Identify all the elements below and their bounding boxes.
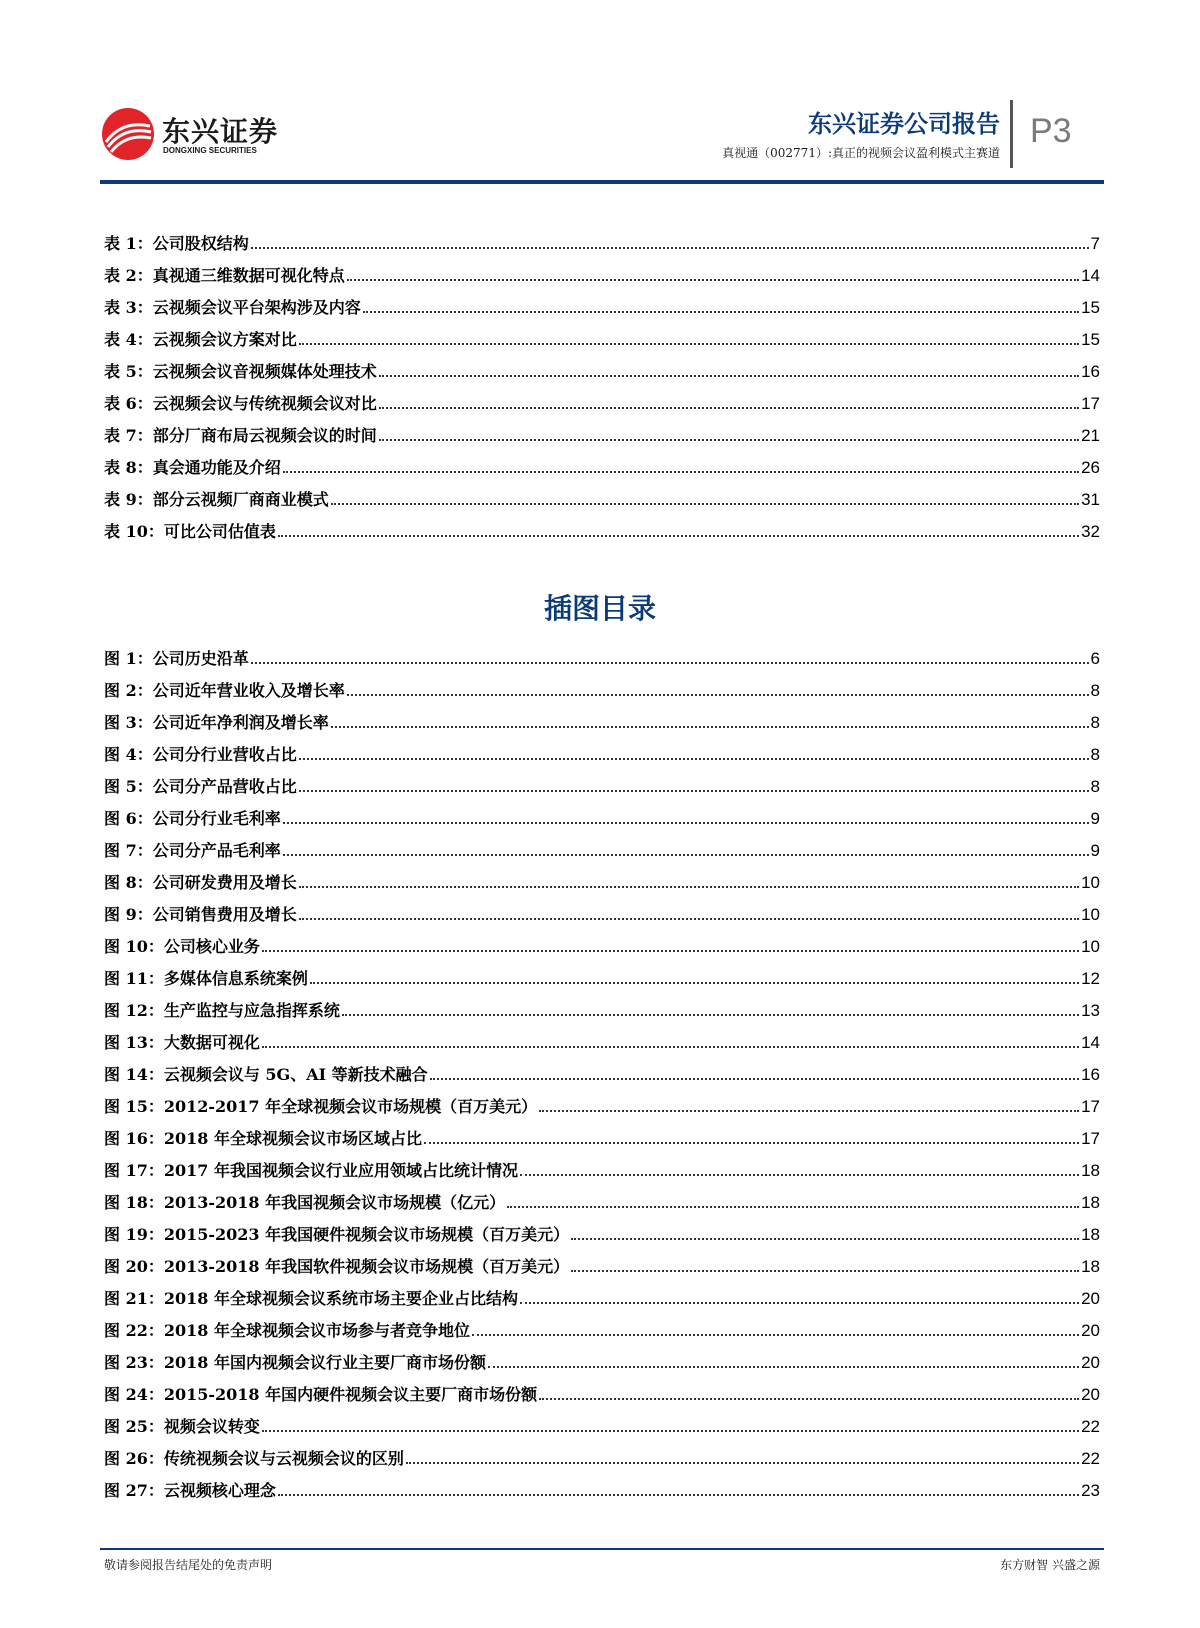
dot-leader (278, 535, 1079, 537)
figure-toc-entry[interactable] (104, 1405, 1100, 1437)
dot-leader (251, 662, 1089, 664)
figure-toc-entry-page: 18 (1081, 1225, 1100, 1244)
figure-toc-entry-page: 9 (1090, 809, 1100, 828)
figure-toc-entry[interactable] (104, 1213, 1100, 1245)
figure-toc-entry[interactable] (104, 1021, 1100, 1053)
figure-toc-entry-page: 20 (1081, 1385, 1100, 1404)
figure-toc-entry-page: 23 (1081, 1481, 1100, 1500)
figure-toc-entry[interactable] (104, 669, 1100, 701)
figure-toc-entry-label: 图 9：公司销售费用及增长 (104, 905, 297, 924)
dot-leader (251, 247, 1089, 249)
figure-toc-entry[interactable] (104, 1309, 1100, 1341)
table-toc-entry-page: 15 (1081, 330, 1100, 349)
table-toc-entry-page: 14 (1081, 266, 1100, 285)
dot-leader (262, 1430, 1079, 1432)
figure-toc-entry[interactable] (104, 893, 1100, 925)
figure-toc-entry[interactable] (104, 957, 1100, 989)
figure-toc-entry-page: 8 (1090, 713, 1100, 732)
table-toc-entry-page: 17 (1081, 394, 1100, 413)
figure-toc-entry-label: 图 24：2015-2018 年国内硬件视频会议主要厂商市场份额 (104, 1385, 538, 1404)
figure-toc-entry-page: 12 (1081, 969, 1100, 988)
figure-toc-entry-page: 18 (1081, 1161, 1100, 1180)
figure-toc-entry[interactable] (104, 861, 1100, 893)
figure-toc-entry-label: 图 16：2018 年全球视频会议市场区域占比 (104, 1129, 422, 1148)
dot-leader (283, 822, 1089, 824)
footer-slogan: 东方财智 兴盛之源 (1000, 1558, 1100, 1572)
figure-toc-entry-label: 图 17：2017 年我国视频会议行业应用领域占比统计情况 (104, 1161, 518, 1180)
dot-leader (299, 918, 1079, 920)
table-toc-entry[interactable] (104, 222, 1100, 254)
table-toc-entry-label: 表 7：部分厂商布局云视频会议的时间 (104, 426, 377, 445)
figure-toc-entry[interactable] (104, 1117, 1100, 1149)
figure-toc-entry-label: 图 22：2018 年全球视频会议市场参与者竞争地位 (104, 1321, 470, 1340)
figure-toc-entry[interactable] (104, 637, 1100, 669)
figure-toc-entry[interactable] (104, 765, 1100, 797)
table-toc-entry-label: 表 1：公司股权结构 (104, 234, 249, 253)
figure-toc-entry-page: 6 (1090, 649, 1100, 668)
table-toc-entry[interactable] (104, 254, 1100, 286)
figure-toc-entry-page: 22 (1081, 1417, 1100, 1436)
figure-toc-entry-label: 图 18：2013-2018 年我国视频会议市场规模（亿元） (104, 1193, 506, 1212)
dot-leader (539, 1398, 1079, 1400)
table-toc-entry[interactable] (104, 510, 1100, 542)
figure-toc-entry[interactable] (104, 1085, 1100, 1117)
figure-toc-entry-page: 14 (1081, 1033, 1100, 1052)
table-toc-entry-label: 表 2：真视通三维数据可视化特点 (104, 266, 345, 285)
figure-toc-entry-label: 图 7：公司分产品毛利率 (104, 841, 281, 860)
dot-leader (379, 375, 1079, 377)
table-toc-entry[interactable] (104, 446, 1100, 478)
logo-name-en: DONGXING SECURITIES (163, 146, 257, 155)
table-toc-entry-label: 表 5：云视频会议音视频媒体处理技术 (104, 362, 377, 381)
figure-toc-entry-page: 17 (1081, 1129, 1100, 1148)
figure-toc-entry-label: 图 2：公司近年营业收入及增长率 (104, 681, 345, 700)
figures-toc (104, 637, 1100, 1501)
dot-leader (331, 726, 1089, 728)
figure-toc-entry-page: 8 (1090, 745, 1100, 764)
table-toc-entry-label: 表 8：真会通功能及介绍 (104, 458, 281, 477)
figure-toc-entry-page: 10 (1081, 873, 1100, 892)
figure-toc-entry-page: 18 (1081, 1193, 1100, 1212)
figure-toc-entry[interactable] (104, 1181, 1100, 1213)
figure-toc-entry-label: 图 8：公司研发费用及增长 (104, 873, 297, 892)
dot-leader (571, 1270, 1079, 1272)
logo-name-cn: 东兴证券 (162, 115, 279, 148)
company-logo (100, 106, 280, 162)
table-toc-entry-page: 7 (1090, 234, 1100, 253)
figure-toc-entry[interactable] (104, 1341, 1100, 1373)
dot-leader (347, 694, 1089, 696)
figure-toc-entry[interactable] (104, 989, 1100, 1021)
table-toc-entry[interactable] (104, 414, 1100, 446)
header-divider (1010, 100, 1013, 168)
dot-leader (278, 1494, 1079, 1496)
table-toc-entry-page: 16 (1081, 362, 1100, 381)
figure-toc-entry-page: 9 (1090, 841, 1100, 860)
table-toc-entry[interactable] (104, 478, 1100, 510)
dot-leader (342, 1014, 1079, 1016)
dot-leader (283, 854, 1089, 856)
dot-leader (424, 1142, 1079, 1144)
figure-toc-entry-label: 图 20：2013-2018 年我国软件视频会议市场规模（百万美元） (104, 1257, 570, 1276)
figure-toc-entry[interactable] (104, 925, 1100, 957)
dot-leader (262, 1046, 1079, 1048)
figure-toc-entry[interactable] (104, 1437, 1100, 1469)
figure-toc-entry[interactable] (104, 1469, 1100, 1501)
dot-leader (299, 886, 1079, 888)
figure-toc-entry-label: 图 5：公司分产品营收占比 (104, 777, 297, 796)
figure-toc-entry-label: 图 19：2015-2023 年我国硬件视频会议市场规模（百万美元） (104, 1225, 570, 1244)
figure-toc-entry-label: 图 4：公司分行业营收占比 (104, 745, 297, 764)
report-title: 东兴证券公司报告 (808, 110, 1000, 138)
footer-rule (100, 1548, 1104, 1550)
figure-toc-entry-page: 20 (1081, 1353, 1100, 1372)
table-toc-entry-label: 表 3：云视频会议平台架构涉及内容 (104, 298, 361, 317)
figure-toc-entry-label: 图 27：云视频核心理念 (104, 1481, 276, 1500)
dongxing-logo-icon (100, 106, 156, 162)
dot-leader (539, 1110, 1079, 1112)
dot-leader (363, 311, 1079, 313)
table-toc-entry-page: 32 (1081, 522, 1100, 541)
figure-toc-entry-page: 20 (1081, 1321, 1100, 1340)
dot-leader (331, 503, 1079, 505)
dot-leader (520, 1302, 1079, 1304)
figure-toc-entry-page: 20 (1081, 1289, 1100, 1308)
figure-toc-entry[interactable] (104, 701, 1100, 733)
figure-toc-entry[interactable] (104, 733, 1100, 765)
table-toc-entry-page: 31 (1081, 490, 1100, 509)
footer-disclaimer: 敬请参阅报告结尾处的免责声明 (104, 1558, 273, 1572)
figure-toc-entry[interactable] (104, 1245, 1100, 1277)
figure-toc-entry-label: 图 1：公司历史沿革 (104, 649, 249, 668)
figure-toc-entry-label: 图 23：2018 年国内视频会议行业主要厂商市场份额 (104, 1353, 486, 1372)
dot-leader (406, 1462, 1079, 1464)
dot-leader (507, 1206, 1079, 1208)
dot-leader (347, 279, 1079, 281)
table-toc-entry-label: 表 9：部分云视频厂商商业模式 (104, 490, 329, 509)
figure-toc-entry-label: 图 13：大数据可视化 (104, 1033, 260, 1052)
figure-toc-entry-page: 22 (1081, 1449, 1100, 1468)
dot-leader (262, 950, 1079, 952)
table-toc-entry[interactable] (104, 286, 1100, 318)
figure-toc-entry-label: 图 11：多媒体信息系统案例 (104, 969, 308, 988)
figure-toc-entry[interactable] (104, 1277, 1100, 1309)
dot-leader (299, 758, 1089, 760)
figure-toc-entry[interactable] (104, 1373, 1100, 1405)
header-rule (100, 180, 1104, 184)
dot-leader (310, 982, 1079, 984)
figure-toc-entry-label: 图 10：公司核心业务 (104, 937, 260, 956)
table-toc-entry[interactable] (104, 382, 1100, 414)
figure-toc-entry[interactable] (104, 829, 1100, 861)
figure-toc-entry-page: 13 (1081, 1001, 1100, 1020)
table-toc-entry-page: 15 (1081, 298, 1100, 317)
table-toc-entry-label: 表 6：云视频会议与传统视频会议对比 (104, 394, 377, 413)
figure-toc-entry[interactable] (104, 1053, 1100, 1085)
figure-toc-entry-page: 16 (1081, 1065, 1100, 1084)
figures-toc-heading: 插图目录 (543, 592, 656, 625)
report-subtitle: 真视通（002771）:真正的视频会议盈利模式主赛道 (722, 146, 1000, 160)
page-number: P3 (1030, 112, 1072, 150)
dot-leader (299, 343, 1079, 345)
dot-leader (299, 790, 1089, 792)
dot-leader (488, 1366, 1079, 1368)
figure-toc-entry-page: 8 (1090, 777, 1100, 796)
figure-toc-entry-page: 10 (1081, 905, 1100, 924)
dot-leader (472, 1334, 1079, 1336)
figure-toc-entry-page: 18 (1081, 1257, 1100, 1276)
figure-toc-entry-page: 10 (1081, 937, 1100, 956)
figure-toc-entry-page: 17 (1081, 1097, 1100, 1116)
table-toc-entry-label: 表 4：云视频会议方案对比 (104, 330, 297, 349)
figure-toc-entry-label: 图 15：2012-2017 年全球视频会议市场规模（百万美元） (104, 1097, 538, 1116)
dot-leader (520, 1174, 1079, 1176)
dot-leader (430, 1078, 1079, 1080)
figure-toc-entry-label: 图 26：传统视频会议与云视频会议的区别 (104, 1449, 404, 1468)
dot-leader (379, 407, 1079, 409)
dot-leader (571, 1238, 1079, 1240)
table-toc-entry-page: 26 (1081, 458, 1100, 477)
figure-toc-entry-label: 图 25：视频会议转变 (104, 1417, 260, 1436)
figure-toc-entry-label: 图 12：生产监控与应急指挥系统 (104, 1001, 340, 1020)
tables-toc (104, 222, 1100, 542)
table-toc-entry-label: 表 10：可比公司估值表 (104, 522, 276, 541)
figure-toc-entry-page: 8 (1090, 681, 1100, 700)
figure-toc-entry[interactable] (104, 797, 1100, 829)
figure-toc-entry[interactable] (104, 1149, 1100, 1181)
figure-toc-entry-label: 图 3：公司近年净利润及增长率 (104, 713, 329, 732)
dot-leader (379, 439, 1079, 441)
figure-toc-entry-label: 图 21：2018 年全球视频会议系统市场主要企业占比结构 (104, 1289, 518, 1308)
table-toc-entry[interactable] (104, 318, 1100, 350)
table-toc-entry[interactable] (104, 350, 1100, 382)
dot-leader (283, 471, 1079, 473)
figure-toc-entry-label: 图 6：公司分行业毛利率 (104, 809, 281, 828)
figure-toc-entry-label: 图 14：云视频会议与 5G、AI 等新技术融合 (104, 1065, 428, 1084)
table-toc-entry-page: 21 (1081, 426, 1100, 445)
